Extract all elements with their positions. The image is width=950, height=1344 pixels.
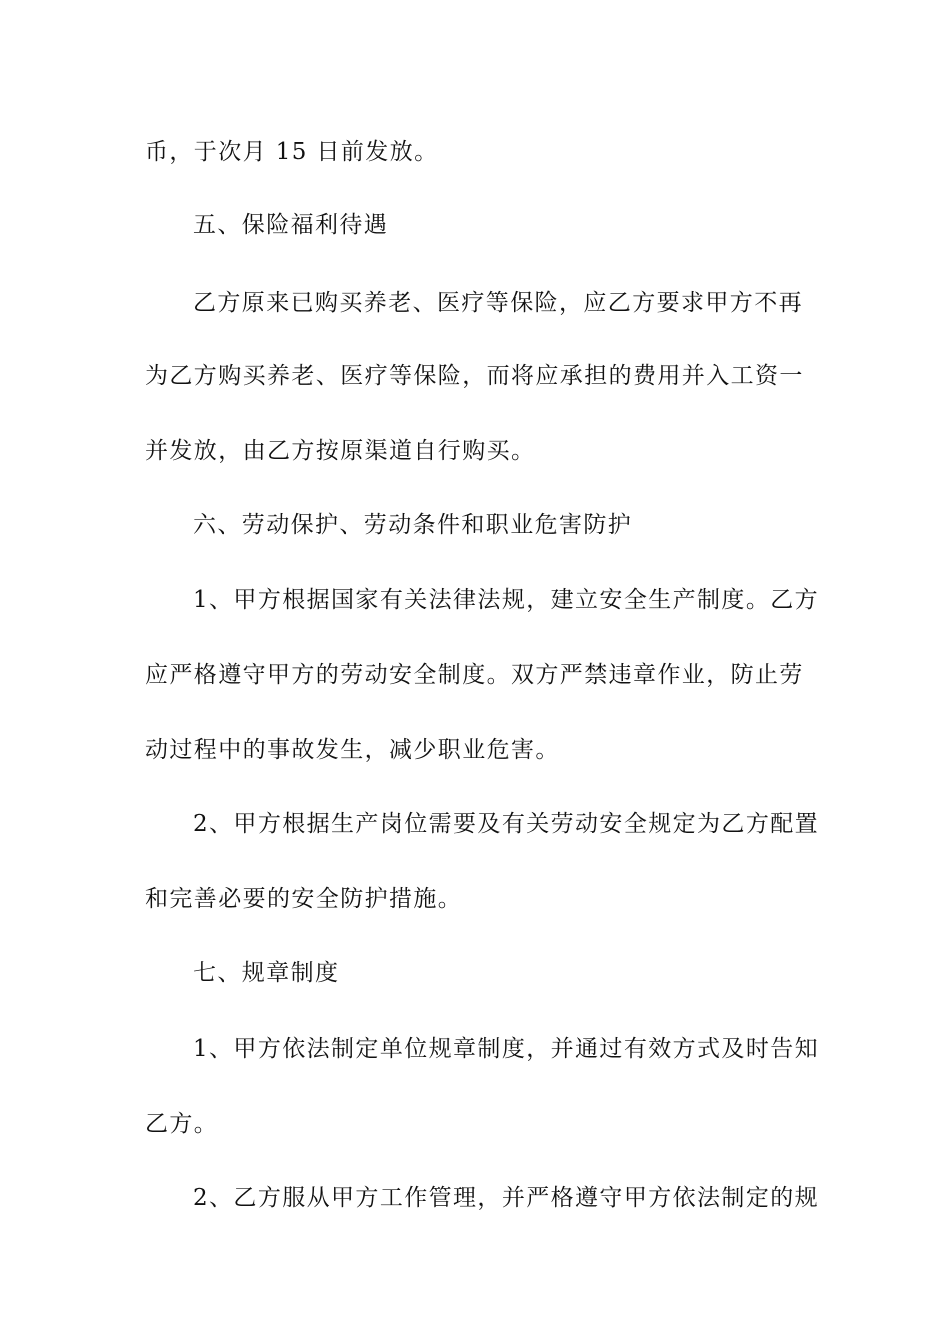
text-line: 币，于次月 15 日前发放。 xyxy=(145,139,439,165)
section-heading-rules: 七、规章制度 xyxy=(193,960,340,986)
section-heading-insurance: 五、保险福利待遇 xyxy=(193,212,389,238)
text-line: 1、甲方根据国家有关法律法规，建立安全生产制度。乙方 xyxy=(193,587,820,613)
text-line: 1、甲方依法制定单位规章制度，并通过有效方式及时告知 xyxy=(193,1036,820,1062)
text-line: 乙方原来已购买养老、医疗等保险，应乙方要求甲方不再 xyxy=(193,290,803,316)
text-line: 乙方。 xyxy=(145,1111,219,1137)
text-line: 和完善必要的安全防护措施。 xyxy=(145,886,463,912)
text-line: 并发放，由乙方按原渠道自行购买。 xyxy=(145,438,536,464)
text-line: 2、甲方根据生产岗位需要及有关劳动安全规定为乙方配置 xyxy=(193,811,820,837)
text-line: 为乙方购买养老、医疗等保险，而将应承担的费用并入工资一 xyxy=(145,363,804,389)
section-heading-labor-protection: 六、劳动保护、劳动条件和职业危害防护 xyxy=(193,512,633,538)
text-line: 2、乙方服从甲方工作管理，并严格遵守甲方依法制定的规 xyxy=(193,1185,820,1211)
text-line: 应严格遵守甲方的劳动安全制度。双方严禁违章作业，防止劳 xyxy=(145,662,804,688)
text-line: 动过程中的事故发生，减少职业危害。 xyxy=(145,737,560,763)
